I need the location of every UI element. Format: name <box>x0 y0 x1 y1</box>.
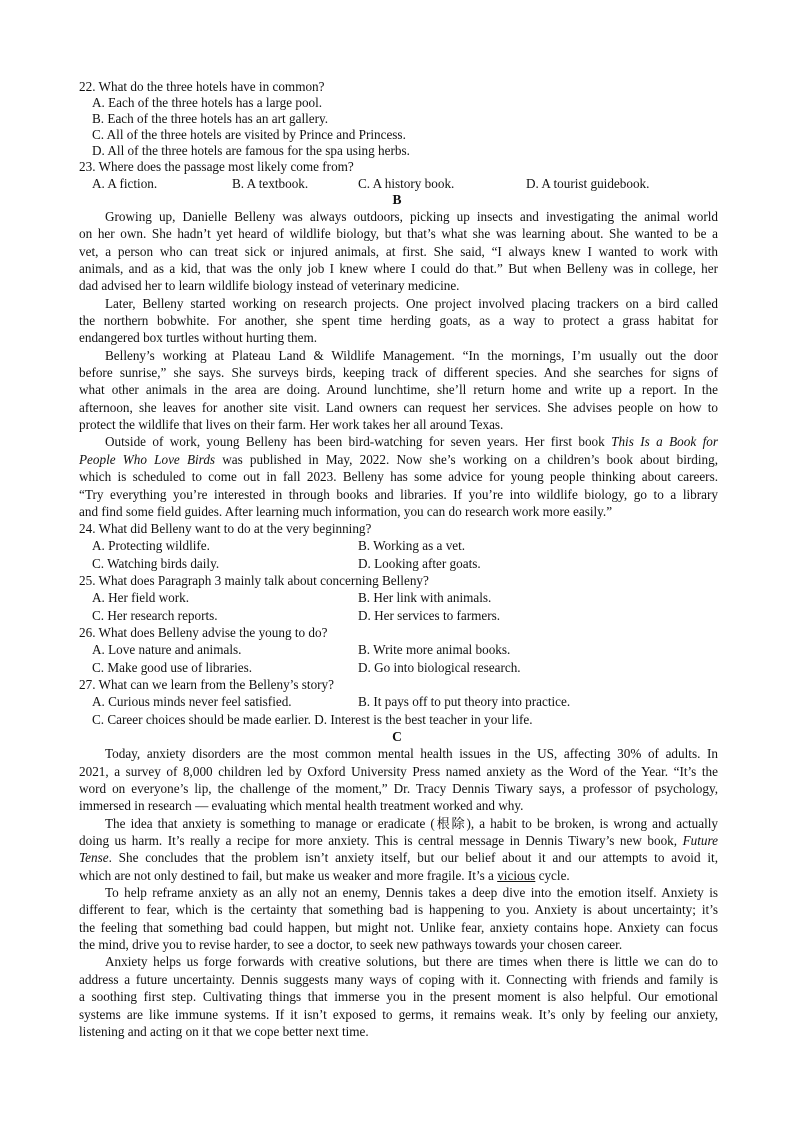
book-title: This Is a Book for <box>611 434 718 449</box>
passage-c-line: Today, anxiety disorders are the most common mental health issues in the US, affecting 30% of adults. In <box>105 746 718 761</box>
passage-b-line: the northern bobwhite. For another, she spent time herding goats, as a way to protect a grass habitat for <box>79 313 718 328</box>
passage-b-line: “Try everything you’re interested in through books and libraries. If you’re into wildlife biology, go to a library <box>79 487 718 502</box>
passage-c-text: which are not only destined to fail, but make us weaker and more fragile. It’s a <box>79 868 498 883</box>
book-title: Future <box>682 833 718 848</box>
underlined-word: vicious <box>497 868 536 883</box>
question-25-option-a: A. Her field work. <box>92 590 190 605</box>
question-24-stem: 24. What did Belleny want to do at the very beginning? <box>79 521 372 536</box>
passage-c-line: 2021, a survey of 8,000 children led by Oxford University Press named anxiety as the Word of the Year. “It’s the <box>79 764 718 779</box>
book-title: Tense <box>79 850 109 865</box>
passage-c-line <box>79 867 718 884</box>
passage-b-line: Later, Belleny started working on research projects. One project involved placing trackers on a bird called <box>105 296 718 311</box>
question-26-stem: 26. What does Belleny advise the young to do? <box>79 625 328 640</box>
question-23-option-d: D. A tourist guidebook. <box>526 176 650 191</box>
book-title: People Who Love Birds <box>79 452 216 467</box>
passage-b-line: animals, and as a kid, that was the only job I knew where I could do that.” But when Belleny was in college, her <box>79 261 718 276</box>
passage-c-line: the feeling that something bad could happen, but might not. Unlike fear, anxiety contains hope. Anxiety can focus <box>79 920 718 935</box>
question-25-stem: 25. What does Paragraph 3 mainly talk about concerning Belleny? <box>79 573 429 588</box>
passage-b-line: vet, a person who can treat sick or injured animals, at first. She said, “I always knew I wanted to work with <box>79 244 718 259</box>
passage-b-line: what other animals in the area are doing. Around lunchtime, she’ll return home and write up a report. In the <box>79 382 718 397</box>
passage-c-line <box>79 832 718 849</box>
question-23-option-b: B. A textbook. <box>232 176 309 191</box>
passage-c-line: word on everyone’s lip, the challenge of the moment,” Dr. Tracy Dennis Tiwary says, a professor of psychology, <box>79 781 718 796</box>
passage-c-line: address a future uncertainty. Dennis suggests many ways of coping with it. Connecting with friends and family is <box>79 972 718 987</box>
passage-b-text: Outside of work, young Belleny has been bird-watching for seven years. Her first book <box>105 434 612 449</box>
passage-b-line <box>79 433 718 450</box>
question-23-option-a: A. A fiction. <box>92 176 158 191</box>
passage-c-line: different to fear, which is the certainty that something bad is happening to you. Anxiety is about uncertainty; it’s <box>79 902 718 917</box>
question-23-option-c: C. A history book. <box>358 176 455 191</box>
question-22-option-a: A. Each of the three hotels has a large pool. <box>92 95 323 110</box>
passage-b-line: on her own. She hadn’t yet heard of wildlife biology, but that’s what she was learning about. She wanted to be a <box>79 226 718 241</box>
passage-b-line: dad advised her to learn wildlife biology instead of veterinary medicine. <box>79 278 460 293</box>
passage-b-line: afternoon, she leaves for another site visit. Land owners can request her services. She advises people on how to <box>79 400 718 415</box>
question-23-stem: 23. Where does the passage most likely come from? <box>79 159 354 174</box>
question-26-option-c: C. Make good use of libraries. <box>92 660 253 675</box>
passage-b-line: Growing up, Danielle Belleny was always outdoors, picking up insects and investigating the animal world <box>105 209 718 224</box>
passage-b-line: protect the wildlife that lives on their farm. Her work takes her all around Texas. <box>79 417 504 432</box>
passage-c-text: doing us harm. It’s really a recipe for more anxiety. This is central message in Dennis Tiwary’s new book, <box>79 833 683 848</box>
passage-c-line: systems are like immune systems. If it isn’t exposed to germs, it remains weak. It’s only by feeling our anxiety, <box>79 1007 718 1022</box>
question-24-option-b: B. Working as a vet. <box>358 538 466 553</box>
passage-c-text: cycle. <box>535 868 570 883</box>
passage-c-line: The idea that anxiety is something to manage or eradicate (根除), a habit to be broken, is wrong and actually <box>105 816 718 831</box>
passage-b-line: and find some field guides. After learning much information, you can do research work more easily.” <box>79 504 613 519</box>
question-25-option-c: C. Her research reports. <box>92 608 218 623</box>
passage-c-line <box>79 849 718 866</box>
question-27-option-a: A. Curious minds never feel satisfied. <box>92 694 292 709</box>
passage-b-line: which is scheduled to come out in fall 2023. Belleny has some advice for young people thinking about careers. <box>79 469 718 484</box>
section-c-heading: C <box>392 729 402 744</box>
question-27-option-c-d: C. Career choices should be made earlier. D. Interest is the best teacher in your life. <box>92 712 533 727</box>
passage-c-text: . She concludes that the problem isn’t anxiety itself, but our belief about it and our attempts to avoid it, <box>108 850 718 865</box>
passage-c-line: the mind, drive you to revise harder, to see a doctor, to seek new pathways towards your chosen career. <box>79 937 623 952</box>
passage-c-line: To help reframe anxiety as an ally not an enemy, Dennis takes a deep dive into the emotion itself. Anxiety is <box>105 885 718 900</box>
passage-b-text: was published in May, 2022. Now she’s working on a children’s book about birding, <box>215 452 718 467</box>
question-24-option-a: A. Protecting wildlife. <box>92 538 210 553</box>
question-27-stem: 27. What can we learn from the Belleny’s story? <box>79 677 334 692</box>
passage-c-line: listening and acting on it that we cope better next time. <box>79 1024 369 1039</box>
passage-b-line: endangered box turtles without hurting them. <box>79 330 318 345</box>
question-26-option-a: A. Love nature and animals. <box>92 642 242 657</box>
question-26-option-b: B. Write more animal books. <box>358 642 511 657</box>
question-27-option-b: B. It pays off to put theory into practice. <box>358 694 571 709</box>
question-24-option-c: C. Watching birds daily. <box>92 556 220 571</box>
question-25-option-d: D. Her services to farmers. <box>358 608 501 623</box>
question-22-option-b: B. Each of the three hotels has an art gallery. <box>92 111 329 126</box>
question-22-option-c: C. All of the three hotels are visited by Prince and Princess. <box>92 127 406 142</box>
passage-b-line: Belleny’s working at Plateau Land & Wildlife Management. “In the mornings, I’m usually out the door <box>105 348 718 363</box>
passage-c-line: immersed in research — evaluating which mental health treatment worked and why. <box>79 798 524 813</box>
question-22-stem: 22. What do the three hotels have in common? <box>79 79 325 94</box>
question-25-option-b: B. Her link with animals. <box>358 590 492 605</box>
passage-b-line: before sunrise,” she says. She surveys birds, keeping track of different species. And she searches for signs of <box>79 365 718 380</box>
question-26-option-d: D. Go into biological research. <box>358 660 521 675</box>
question-22-option-d: D. All of the three hotels are famous for the spa using herbs. <box>92 143 410 158</box>
passage-c-line: Anxiety helps us forge forwards with creative solutions, but there are times when there is little we can do to <box>105 954 718 969</box>
passage-c-line: a soothing first step. Cultivating things that immerse you in the present moment is also helpful. Our emotional <box>79 989 718 1004</box>
section-b-heading: B <box>392 192 402 207</box>
question-24-option-d: D. Looking after goats. <box>358 556 481 571</box>
passage-b-line <box>79 451 718 468</box>
